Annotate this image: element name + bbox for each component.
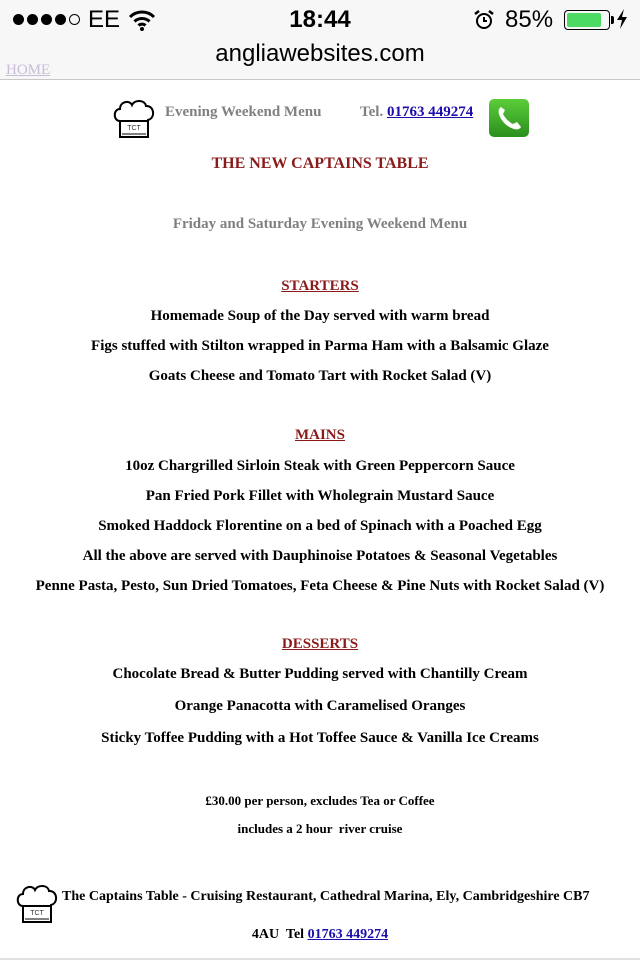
carrier-name: EE [88,6,121,33]
restaurant-name: THE NEW CAPTAINS TABLE [211,155,429,172]
chef-hat-logo-icon [111,97,157,139]
menu-title: Evening Weekend Menu [165,104,322,120]
cruise-line: includes a 2 hour river cruise [237,821,403,836]
main-item: Penne Pasta, Pesto, Sun Dried Tomatoes, Feta Cheese & Pine Nuts with Rocket Salad (V) [35,578,605,594]
alarm-clock-icon [473,9,495,31]
home-link[interactable]: HOME [6,62,51,78]
footer-tel-label: Tel [285,927,305,942]
main-item: Smoked Haddock Florentine on a bed of Spinach with a Poached Egg [98,518,542,534]
battery-percentage: 85% [505,6,554,33]
footer-address-continued [0,927,640,943]
battery-level [567,13,601,27]
phone-call-icon[interactable] [489,99,529,137]
menu-subtitle: Friday and Saturday Evening Weekend Menu [172,216,468,232]
tel-label: Tel. [360,104,384,120]
header-phone-link[interactable]: 01763 449274 [386,104,474,120]
battery-nub [611,16,614,24]
footer-postcode: 4AU [251,927,280,942]
dessert-item: Sticky Toffee Pudding with a Hot Toffee Sauce & Vanilla Ice Creams [101,730,539,746]
starter-item: Goats Cheese and Tomato Tart with Rocket Salad (V) [148,368,492,384]
starter-item: Homemade Soup of the Day served with warm bread [150,308,490,324]
dessert-item: Chocolate Bread & Butter Pudding served with Chantilly Cream [112,666,528,682]
starter-item: Figs stuffed with Stilton wrapped in Parma Ham with a Balsamic Glaze [91,338,549,354]
hat-label: TCT [127,125,141,132]
footer-address: The Captains Table - Cruising Restaurant, Cathedral Marina, Ely, Cambridgeshire CB7 [62,889,590,904]
footer-phone-link[interactable]: 01763 449274 [307,927,389,942]
footer-hat-label: TCT [30,910,44,917]
desserts-heading: DESSERTS [281,636,359,652]
address-bar[interactable] [0,40,640,80]
status-bar [0,0,640,40]
mains-heading: MAINS [294,427,345,443]
charging-bolt-icon [616,8,628,30]
phone-handset-icon [489,99,529,137]
main-item: 10oz Chargrilled Sirloin Steak with Green Peppercorn Sauce [125,458,515,474]
price-line: £30.00 per person, excludes Tea or Coffee [205,793,435,808]
battery-icon [564,10,610,30]
header-telephone [360,104,473,121]
main-item: Pan Fried Pork Fillet with Wholegrain Mustard Sauce [145,488,495,504]
chef-hat-footer-icon [14,882,60,924]
menu-header [0,96,640,140]
clock: 18:44 [289,6,351,33]
url-text[interactable]: angliawebsites.com [215,40,425,67]
starters-heading: STARTERS [281,278,359,294]
main-item: All the above are served with Dauphinoise Potatoes & Seasonal Vegetables [82,548,558,564]
dessert-item: Orange Panacotta with Caramelised Oranges [174,698,466,714]
